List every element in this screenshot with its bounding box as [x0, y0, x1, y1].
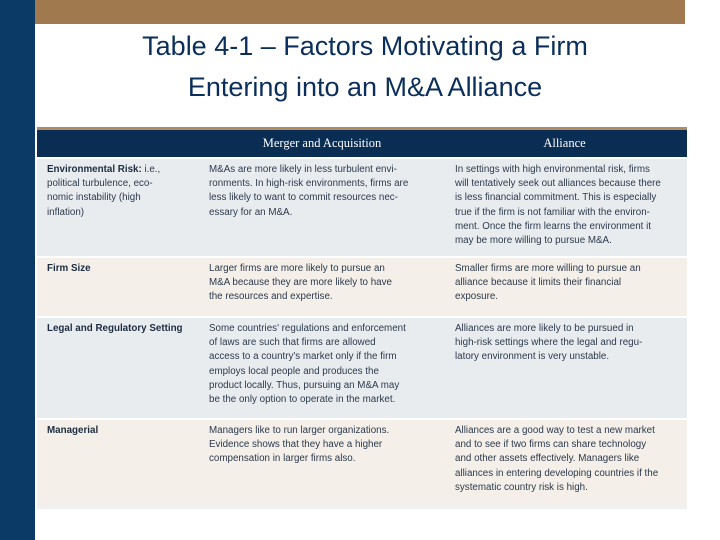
factors-table	[37, 127, 687, 509]
factor-name: Environmental Risk:	[47, 164, 142, 175]
merger-acquisition-cell-line: Larger firms are more likely to pursue an	[209, 263, 385, 274]
merger-acquisition-cell-line: ronments. In high-risk environments, firms are	[209, 178, 409, 190]
factor-line: inflation)	[47, 206, 85, 218]
merger-acquisition-cell	[199, 258, 445, 316]
factor-name: Legal and Regulatory Setting	[47, 323, 183, 334]
merger-acquisition-cell	[199, 318, 445, 418]
alliance-cell-line: In settings with high environmental risk, firms	[455, 164, 650, 175]
header-alliance: Alliance	[543, 136, 586, 150]
factor-cell	[37, 258, 199, 316]
alliance-cell-line: Alliances are more likely to be pursued in	[455, 323, 634, 334]
factor-line: nomic instability (high	[47, 192, 141, 204]
merger-acquisition-cell-line: access to a country's market only if the firm	[209, 351, 397, 363]
alliance-cell-line: is less financial commitment. This is especially	[455, 192, 657, 204]
merger-acquisition-cell-line: M&As are more likely in less turbulent envi-	[209, 164, 397, 175]
alliance-cell-line: latory environment is very unstable.	[455, 351, 610, 363]
factor-line: Environmental Risk: i.e.,	[47, 164, 161, 175]
merger-acquisition-cell-line: the resources and expertise.	[209, 291, 333, 303]
alliance-cell-line: Smaller firms are more willing to pursue an	[455, 263, 641, 274]
table-body	[37, 157, 687, 505]
alliance-cell-line: alliances in entering developing countries if the	[455, 467, 659, 479]
merger-acquisition-cell-line: employs local people and produces the	[209, 365, 379, 377]
merger-acquisition-cell-line: be the only option to operate in the market.	[209, 394, 396, 406]
alliance-cell-line: may be more willing to pursue M&A.	[455, 235, 612, 247]
merger-acquisition-cell-line: of laws are such that firms are allowed	[209, 337, 376, 349]
alliance-cell	[445, 258, 687, 316]
alliance-cell-line: high-risk settings where the legal and regu-	[455, 337, 643, 349]
merger-acquisition-cell-line: product locally. Thus, pursuing an M&A may	[209, 379, 400, 391]
alliance-cell-line: ment. Once the firm learns the environment it	[455, 220, 652, 232]
alliance-cell-line: true if the firm is not familiar with the environ-	[455, 206, 650, 218]
table-row	[37, 157, 687, 256]
alliance-cell-line: Alliances are a good way to test a new market	[455, 425, 655, 436]
alliance-cell	[445, 318, 687, 418]
alliance-cell-line: and other assets effectively. Managers like	[455, 453, 640, 465]
alliance-cell-line: alliance because it limits their financial	[455, 277, 622, 289]
factor-cell	[37, 159, 199, 256]
header-factor	[37, 130, 202, 157]
merger-acquisition-cell-line: Some countries' regulations and enforcement	[209, 323, 406, 334]
alliance-cell	[445, 420, 687, 505]
merger-acquisition-cell-line: Managers like to run larger organizations.	[209, 425, 390, 436]
alliance-cell-line: will tentatively seek out alliances because there	[455, 178, 661, 190]
table-row	[37, 316, 687, 418]
table-header	[37, 130, 687, 157]
merger-acquisition-cell-line: essary for an M&A.	[209, 206, 293, 218]
merger-acquisition-cell-line: Evidence shows that they have a higher	[209, 439, 383, 451]
slide-title-line-2: Entering into an M&A Alliance	[187, 72, 543, 102]
alliance-cell-line: systematic country risk is high.	[455, 481, 588, 493]
alliance-cell	[445, 159, 687, 256]
factor-cell	[37, 318, 199, 418]
alliance-cell-line: and to see if two firms can share technology	[455, 439, 647, 451]
merger-acquisition-cell	[199, 159, 445, 256]
merger-acquisition-cell-line: compensation in larger firms also.	[209, 453, 356, 465]
header-merger-acquisition: Merger and Acquisition	[262, 136, 382, 150]
factor-cell	[37, 420, 199, 505]
factor-name: Firm Size	[47, 263, 91, 274]
slide-title	[40, 26, 690, 108]
top-accent-bar	[35, 0, 685, 24]
merger-acquisition-cell	[199, 420, 445, 505]
merger-acquisition-cell-line: M&A because they are more likely to have	[209, 277, 392, 289]
alliance-cell-line: exposure.	[455, 291, 499, 303]
factor-name: Managerial	[47, 425, 99, 436]
factor-line: political turbulence, eco-	[47, 178, 153, 190]
merger-acquisition-cell-line: less likely to want to commit resources nec-	[209, 192, 398, 204]
table-row	[37, 418, 687, 505]
left-accent-bar	[0, 0, 35, 540]
table-row	[37, 256, 687, 316]
slide-title-line-1: Table 4-1 – Factors Motivating a Firm	[142, 31, 588, 61]
